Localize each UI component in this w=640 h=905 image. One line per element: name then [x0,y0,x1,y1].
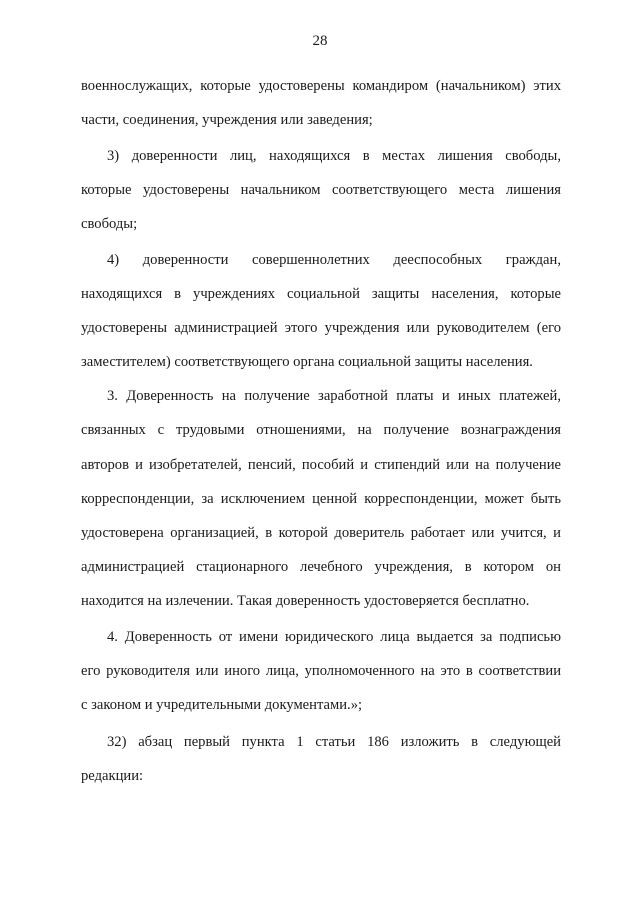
text-line: 4. Доверенность от имени юридического лица выдается за подписью [107,629,561,645]
text-line: находится на излечении. Такая доверенность удостоверяется бесплатно. [81,593,530,609]
text-line: военнослужащих, которые удостоверены командиром (начальником) этих [81,78,561,94]
text-line: 32) абзац первый пункта 1 статьи 186 изложить в следующей [107,734,561,750]
text-line: части, соединения, учреждения или заведения; [81,112,373,128]
text-line: которые удостоверены начальником соответствующего места лишения [81,182,561,198]
text-line: 3) доверенности лиц, находящихся в местах лишения свободы, [107,148,561,164]
text-line: находящихся в учреждениях социальной защиты населения, которые [81,286,561,302]
text-line: удостоверены администрацией этого учреждения или руководителем (его [81,320,561,336]
text-line: авторов и изобретателей, пенсий, пособий и стипендий или на получение [81,457,561,473]
page-number: 28 [312,33,328,49]
text-line: корреспонденции, за исключением ценной корреспонденции, может быть [81,491,561,507]
text-line: удостоверена организацией, в которой доверитель работает или учится, и [81,525,561,541]
text-line: администрацией стационарного лечебного учреждения, в котором он [81,559,561,575]
text-line: его руководителя или иного лица, уполномоченного на это в соответствии [81,663,561,679]
text-line: 4) доверенности совершеннолетних дееспособных граждан, [107,252,561,268]
text-line: заместителем) соответствующего органа социальной защиты населения. [81,354,533,370]
text-line: с законом и учредительными документами.»; [81,697,363,713]
text-line: редакции: [81,768,144,784]
text-line: связанных с трудовыми отношениями, на получение вознаграждения [81,422,561,438]
text-line: свободы; [81,216,138,232]
text-line: 3. Доверенность на получение заработной платы и иных платежей, [107,388,561,404]
